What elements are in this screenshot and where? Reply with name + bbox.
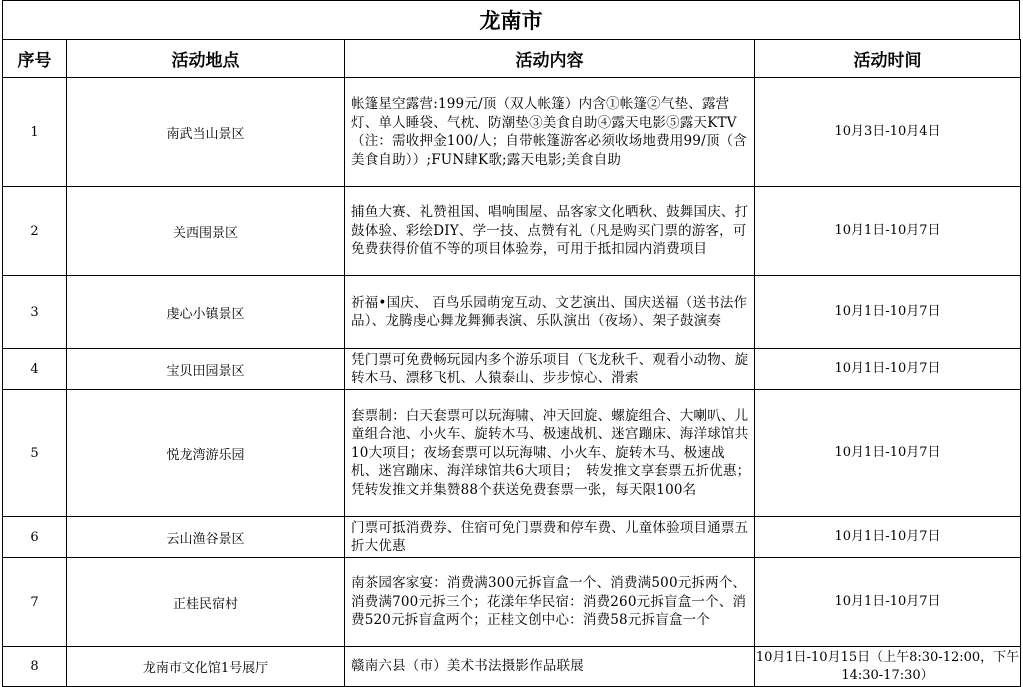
- row-content: 祈福•国庆、 百鸟乐园萌宠互动、文艺演出、国庆送福（送书法作品）、龙腾虔心舞龙舞狮表演、乐队演出（夜场）、架子鼓演奏: [345, 276, 755, 349]
- row-time: 10月1日-10月7日: [755, 349, 1021, 390]
- row-location: 宝贝田园景区: [67, 349, 345, 390]
- row-content: 门票可抵消费券、住宿可免门票费和停车费、儿童体验项目通票五折大优惠: [345, 517, 755, 558]
- row-time: 10月1日-10月7日: [755, 276, 1021, 349]
- row-index: 8: [3, 647, 67, 687]
- row-content: 南茶园客家宴：消费满300元拆盲盒一个、消费满500元拆两个、消费满700元拆三个；花漾年华民宿：消费260元拆盲盒一个、消费520元拆盲盒两个；正桂文创中心：消费58元拆盲盒一个: [345, 558, 755, 647]
- row-content: 赣南六县（市）美术书法摄影作品联展: [345, 647, 755, 687]
- row-time: 10月3日-10月4日: [755, 78, 1021, 187]
- row-location: 关西围景区: [67, 187, 345, 276]
- row-location: 悦龙湾游乐园: [67, 390, 345, 517]
- header-content: 活动内容: [345, 40, 755, 78]
- row-content: 凭门票可免费畅玩园内多个游乐项目（飞龙秋千、观看小动物、旋转木马、漂移飞机、人猿泰山、步步惊心、滑索: [345, 349, 755, 390]
- row-time: 10月1日-10月15日（上午8:30-12:00，下午14:30-17:30）: [755, 647, 1021, 687]
- row-index: 6: [3, 517, 67, 558]
- table-row: [3, 276, 1021, 349]
- header-row: [3, 40, 1021, 78]
- row-index: 4: [3, 349, 67, 390]
- row-location: 南武当山景区: [67, 78, 345, 187]
- row-index: 2: [3, 187, 67, 276]
- page-title: 龙南市: [2, 0, 1020, 39]
- table-row: [3, 517, 1021, 558]
- table-row: [3, 558, 1021, 647]
- header-time: 活动时间: [755, 40, 1021, 78]
- row-time: 10月1日-10月7日: [755, 187, 1021, 276]
- row-location: 云山渔谷景区: [67, 517, 345, 558]
- row-index: 3: [3, 276, 67, 349]
- row-index: 7: [3, 558, 67, 647]
- schedule-sheet: [2, 0, 1020, 687]
- row-index: 5: [3, 390, 67, 517]
- table-row: [3, 187, 1021, 276]
- header-location: 活动地点: [67, 40, 345, 78]
- table-row: [3, 78, 1021, 187]
- row-time: 10月1日-10月7日: [755, 517, 1021, 558]
- row-location: 虔心小镇景区: [67, 276, 345, 349]
- row-location: 龙南市文化馆1号展厅: [67, 647, 345, 687]
- table-row: [3, 647, 1021, 687]
- table-row: [3, 349, 1021, 390]
- row-time: 10月1日-10月7日: [755, 390, 1021, 517]
- row-time: 10月1日-10月7日: [755, 558, 1021, 647]
- row-content: 套票制：白天套票可以玩海啸、冲天回旋、螺旋组合、大喇叭、儿童组合池、小火车、旋转木马、极速战机、迷宫蹦床、海洋球馆共10大项目；夜场套票可以玩海啸、小火车、旋转木马、极速战机、迷宫蹦床、海洋球馆共6大项目； 转发推文享套票五折优惠； 凭转发推文并集赞88个获送免费套票一张，每天限100名: [345, 390, 755, 517]
- header-index: 序号: [3, 40, 67, 78]
- row-location: 正桂民宿村: [67, 558, 345, 647]
- activity-table: [2, 39, 1021, 687]
- row-index: 1: [3, 78, 67, 187]
- row-content: 帐篷星空露营:199元/顶（双人帐篷）内含①帐篷②气垫、露营灯、单人睡袋、气枕、防潮垫③美食自助④露天电影⑤露天KTV（注：需收押金100/人；自带帐篷游客必须收场地费用99/顶（含美食自助））;FUN肆K歌;露天电影;美食自助: [345, 78, 755, 187]
- table-row: [3, 390, 1021, 517]
- row-content: 捕鱼大赛、礼赞祖国、唱响围屋、品客家文化晒秋、鼓舞国庆、打鼓体验、彩绘DIY、学一技、点赞有礼（凡是购买门票的游客，可免费获得价值不等的项目体验券，可用于抵扣园内消费项目: [345, 187, 755, 276]
